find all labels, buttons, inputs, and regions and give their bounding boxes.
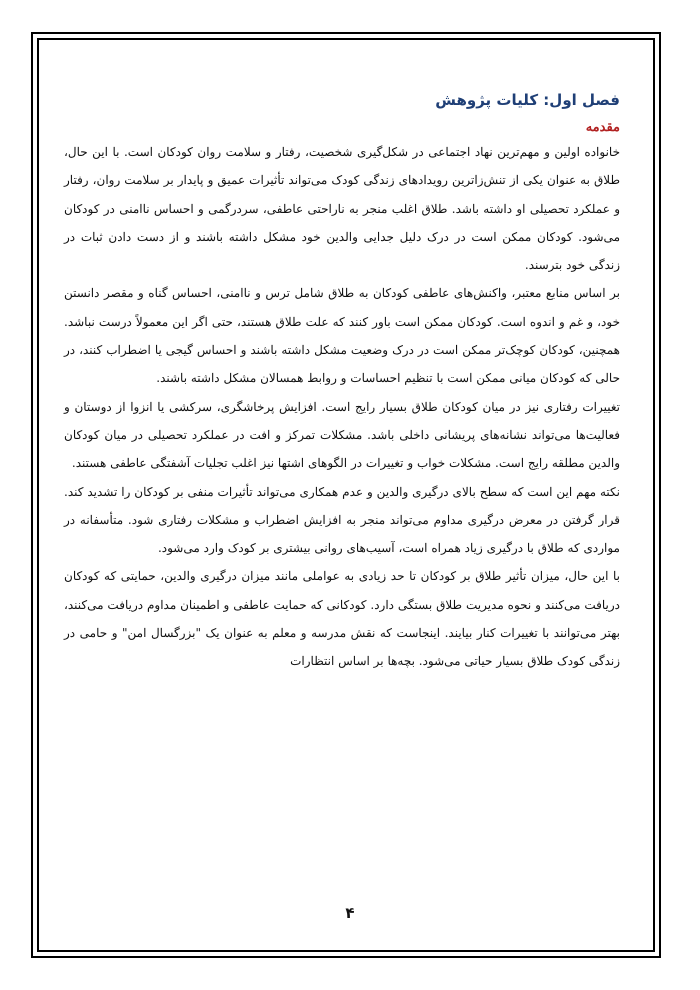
document-body xyxy=(64,88,620,676)
paragraph-5: با این حال، میزان تأثیر طلاق بر کودکان تا حد زیادی به عواملی مانند میزان درگیری والدین، حمایتی که کودکان دریافت می‌کنند و نحوه مدیریت طلاق بستگی دارد. کودکانی که حمایت عاطفی و اطمینان مداوم دریافت می‌کنند، بهتر می‌توانند با تغییرات کنار بیایند. اینجاست که نقش مدرسه و معلم به عنوان یک "بزرگسال امن" و حامی در زندگی کودک طلاق بسیار حیاتی می‌شود. بچه‌ها بر اساس انتظارات xyxy=(64,569,620,669)
section-title: مقدمه xyxy=(585,120,620,135)
paragraph-2: بر اساس منابع معتبر، واکنش‌های عاطفی کودکان به طلاق شامل ترس و ناامنی، احساس گناه و مقصر دانستن خود، و غم و اندوه است. کودکان ممکن است باور کنند که علت طلاق هستند، حتی اگر این معمولاً درست نباشد. همچنین، کودکان کوچک‌تر ممکن است در درک وضعیت مشکل داشته باشند و احساس گیجی یا اضطراب کنند، در حالی که کودکان میانی ممکن است با تنظیم احساسات و روابط همسالان مشکل داشته باشند. xyxy=(64,286,620,386)
page-number: ۴ xyxy=(345,904,355,922)
chapter-title: فصل اول: کلیات پژوهش xyxy=(435,91,620,109)
paragraph-1: خانواده اولین و مهم‌ترین نهاد اجتماعی در شکل‌گیری شخصیت، رفتار و سلامت روان کودکان است. با این حال، طلاق به عنوان یکی از تنش‌زاترین رویدادهای زندگی کودک می‌تواند تأثیرات عمیق و پایدار بر سلامت روان، رفتار و عملکرد تحصیلی او داشته باشد. طلاق اغلب منجر به ناراحتی عاطفی، سردرگمی و احساس ناامنی در کودکان می‌شود. کودکان ممکن است در درک دلیل جدایی والدین خود مشکل داشته باشند و از دست دادن ثبات در زندگی خود بترسند. xyxy=(64,145,620,273)
paragraph-3: تغییرات رفتاری نیز در میان کودکان طلاق بسیار رایج است. افزایش پرخاشگری، سرکشی یا انزوا از دوستان و فعالیت‌ها می‌تواند نشانه‌های پریشانی داخلی باشد. مشکلات تمرکز و افت در عملکرد تحصیلی در میان کودکان والدین مطلقه رایج است. مشکلات خواب و تغییرات در الگوهای اشتها نیز اغلب تجلیات آشفتگی عاطفی هستند. xyxy=(64,399,620,471)
paragraph-4: نکته مهم این است که سطح بالای درگیری والدین و عدم همکاری می‌تواند تأثیرات منفی بر کودکان را تشدید کند. قرار گرفتن در معرض درگیری مداوم می‌تواند منجر به افزایش اضطراب و مشکلات رفتاری شود. متأسفانه در مواردی که طلاق با درگیری زیاد همراه است، آسیب‌های روانی بیشتری بر کودک وارد می‌شود. xyxy=(64,484,620,556)
